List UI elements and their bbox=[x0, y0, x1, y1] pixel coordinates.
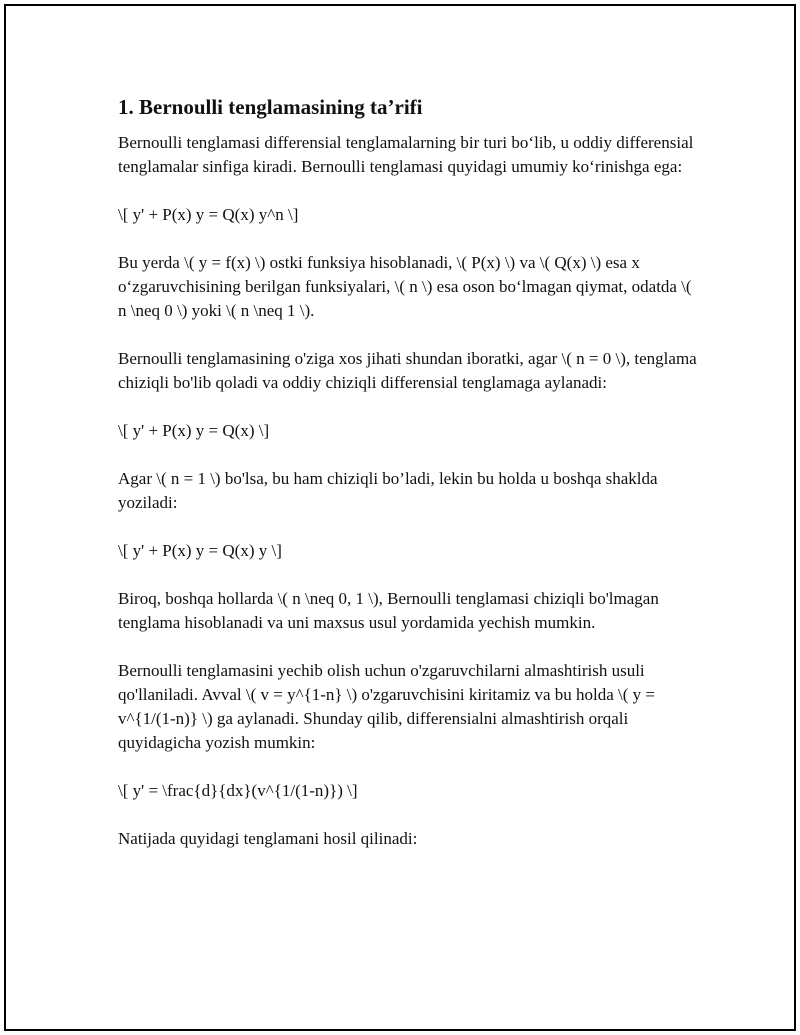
equation-n-one-case: \[ y' + P(x) y = Q(x) y \] bbox=[118, 541, 282, 560]
paragraph-result: Natijada quyidagi tenglamani hosil qilinadi: bbox=[118, 829, 418, 848]
paragraph-substitution-method: Bernoulli tenglamasini yechib olish uchun o'zgaruvchilarni almashtirish usuli qo'llaniladi. Avval \( v = y^{1-n} \) o'zgaruvchisini kiritamiz va bu holda \( y = v^{1/(1-n)} \) ga aylanadi. Shunday qilib, differensialni almashtirish orqali quyidagicha yozish mumkin: bbox=[118, 661, 655, 752]
paragraph-intro: Bernoulli tenglamasi differensial tenglamalarning bir turi bo‘lib, u oddiy differensial tenglamalar sinfiga kiradi. Bernoulli tenglamasi quyidagi umumiy ko‘rinishga ega: bbox=[118, 133, 694, 176]
paragraph-case-n-one: Agar \( n = 1 \) bo'lsa, bu ham chiziqli bo’ladi, lekin bu holda u boshqa shaklda yoziladi: bbox=[118, 469, 658, 512]
paragraph-definitions: Bu yerda \( y = f(x) \) ostki funksiya hisoblanadi, \( P(x) \) va \( Q(x) \) esa x o‘zgaruvchisining berilgan funksiyalari, \( n \) esa oson bo‘lmagan qiymat, odatda \( n \neq 0 \) yoki \( n \neq 1 \). bbox=[118, 253, 692, 320]
equation-derivative: \[ y' = \frac{d}{dx}(v^{1/(1-n)}) \] bbox=[118, 781, 358, 800]
equation-linear-case: \[ y' + P(x) y = Q(x) \] bbox=[118, 421, 270, 440]
equation-general-form: \[ y' + P(x) y = Q(x) y^n \] bbox=[118, 205, 299, 224]
section-heading: 1. Bernoulli tenglamasining ta’rifi bbox=[118, 95, 423, 119]
paragraph-nonlinear-case: Biroq, boshqa hollarda \( n \neq 0, 1 \), Bernoulli tenglamasi chiziqli bo'lmagan tenglama hisoblanadi va uni maxsus usul yordamida yechish mumkin. bbox=[118, 589, 659, 632]
document-body bbox=[118, 93, 698, 875]
paragraph-case-n-zero: Bernoulli tenglamasining o'ziga xos jihati shundan iboratki, agar \( n = 0 \), tenglama chiziqli bo'lib qoladi va oddiy chiziqli differensial tenglamaga aylanadi: bbox=[118, 349, 697, 392]
